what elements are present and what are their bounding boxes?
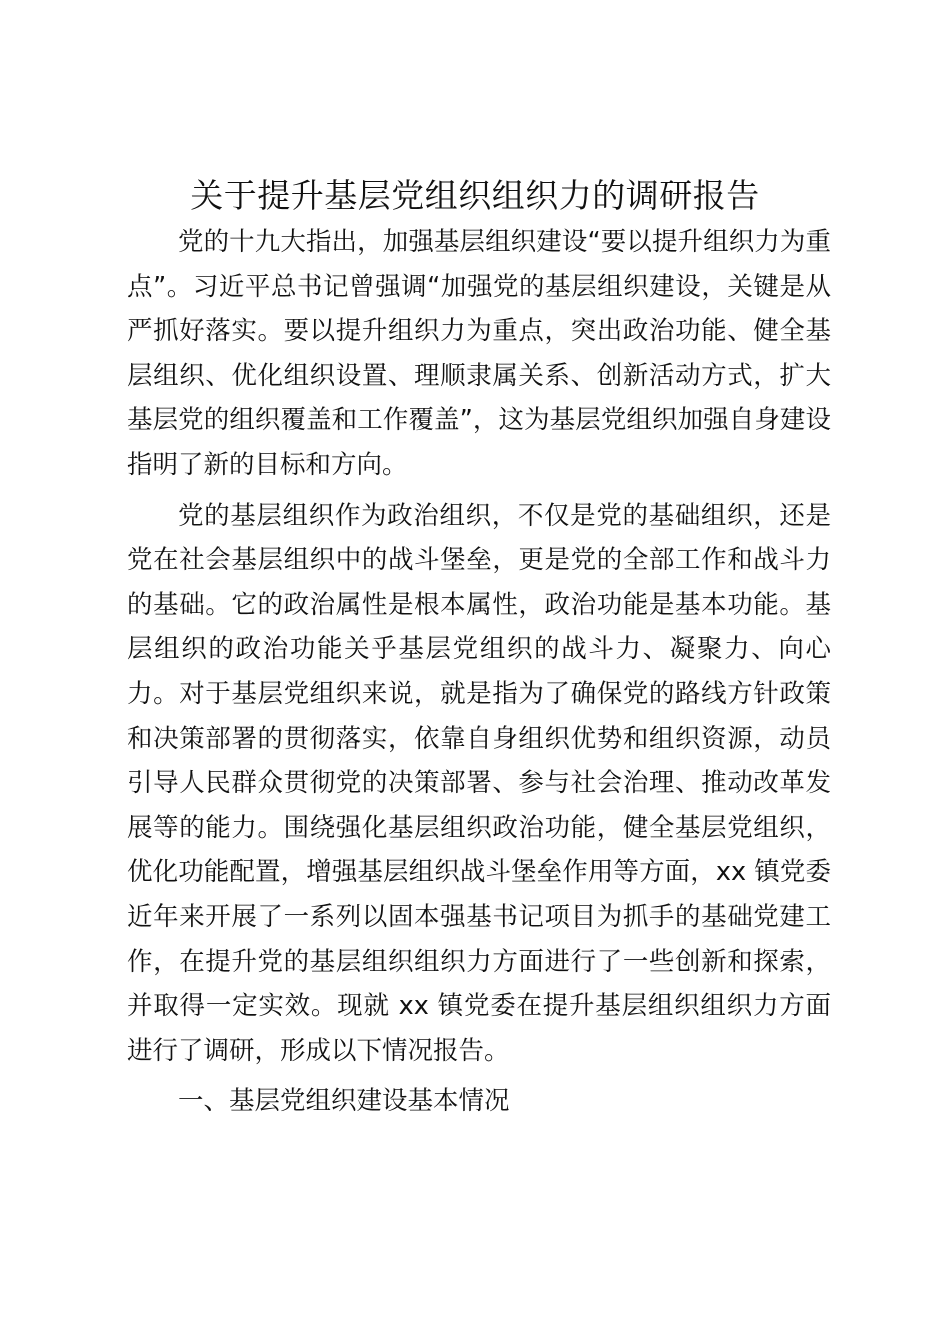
document-body — [127, 220, 831, 1124]
paragraph-intro: 党的十九大指出，加强基层组织建设“要以提升组织力为重点”。习近平总书记曾强调“加强党的基层组织建设，关键是从严抓好落实。要以提升组织力为重点，突出政治功能、健全基层组织、优化组织设置、理顺隶属关系、创新活动方式，扩大基层党的组织覆盖和工作覆盖”，这为基层党组织加强自身建设指明了新的目标和方向。 — [127, 227, 831, 480]
paragraph-background: 党的基层组织作为政治组织，不仅是党的基础组织，还是党在社会基层组织中的战斗堡垒，更是党的全部工作和战斗力的基础。它的政治属性是根本属性，政治功能是基本功能。基层组织的政治功能关乎基层党组织的战斗力、凝聚力、向心力。对于基层党组织来说，就是指为了确保党的路线方针政策和决策部署的贯彻落实，依靠自身组织优势和组织资源，动员引导人民群众贯彻党的决策部署、参与社会治理、推动改革发展等的能力。围绕强化基层组织政治功能，健全基层党组织，优化功能配置，增强基层组织战斗堡垒作用等方面，xx 镇党委近年来开展了一系列以固本强基书记项目为抓手的基础党建工作，在提升党的基层组织组织力方面进行了一些创新和探索，并取得一定实效。现就 xx 镇党委在提升基层组织组织力方面进行了调研，形成以下情况报告。 — [127, 500, 831, 1066]
section-heading: 一、基层党组织建设基本情况 — [178, 1086, 510, 1117]
document-title: 关于提升基层党组织组织力的调研报告 — [190, 176, 760, 215]
